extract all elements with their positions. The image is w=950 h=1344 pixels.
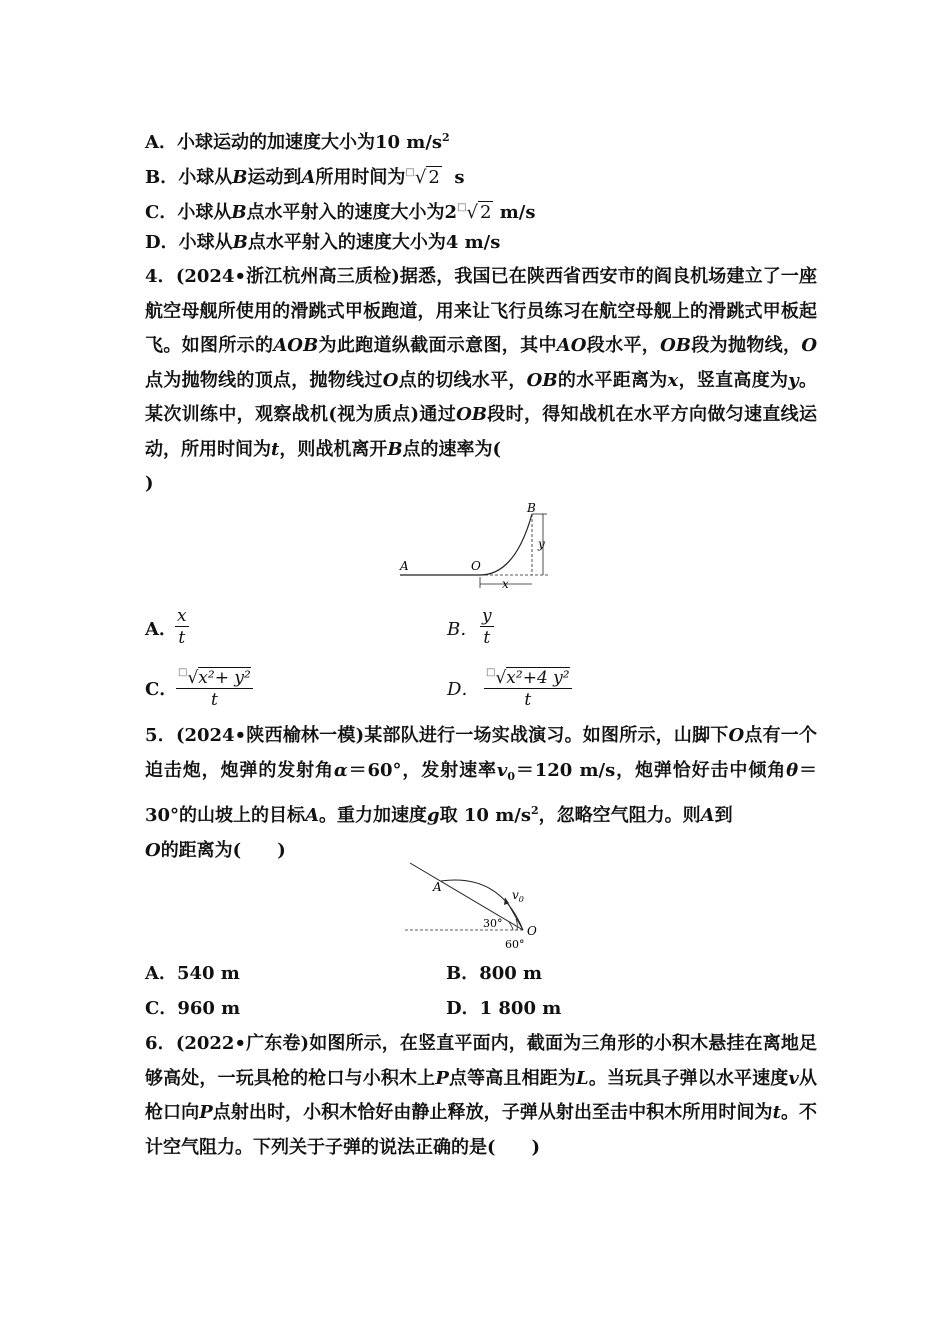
q5-option-d: D．1 800 m: [446, 998, 562, 1019]
q3-option-a: A．小球运动的加速度大小为10 $m/s^2$: [145, 131, 450, 153]
q3-option-c: C．小球从B点水平射入的速度大小为2□√ 2 m/s: [145, 202, 536, 223]
q3-option-b: B．小球从B运动到A所用时间为□√ 2 s: [145, 167, 465, 188]
q4-option-d-fraction: $\frac{^□√x^2+4 y^2}{t}$: [484, 663, 572, 711]
q5-option-a: A．540 m: [145, 963, 240, 984]
q4-option-b-label: B．: [447, 619, 479, 640]
q4-option-a-fraction: $\frac{x}{t}$: [177, 606, 187, 648]
q5-option-c: C．960 m: [145, 998, 241, 1019]
q5-stem: 5．(2024•陕西榆林一模)某部队进行一场实战演习。如图所示，山脚下O点有一个迫击炮，炮弹的发射角α＝60°，发射速率$v_0=120$ m/s，炮弹恰好击中倾角θ＝30°的山坡上的目标A。重力加速度g取 10 $m/s^2$，忽略空气阻力。则A到 O的距离为( ): [145, 725, 818, 861]
q4-figure: [395, 500, 560, 595]
label-60deg: 60°: [505, 938, 525, 951]
label-o: O: [527, 924, 537, 938]
label-o: O: [471, 559, 481, 573]
label-v: $v_0$: [512, 888, 524, 904]
q5-option-b: B．800 m: [446, 963, 543, 984]
q4-option-c-fraction: $\frac{^□√x^2+ y^2}{t}$: [176, 663, 253, 711]
label-x: x: [502, 577, 509, 591]
label-a: A: [433, 880, 442, 894]
q3-option-d: D．小球从B点水平射入的速度大小为4 m/s: [145, 232, 501, 253]
q5-figure: [405, 858, 545, 956]
label-a: A: [400, 559, 409, 573]
slope-line: [410, 863, 523, 930]
q4-option-a-label: A．: [145, 619, 177, 640]
q6-stem: 6．(2022•广东卷)如图所示，在竖直平面内，截面为三角形的小积木悬挂在离地足够高处，一玩具枪的枪口与小积木上P点等高且相距为L。当玩具子弹以水平速度v从枪口向P点射出时，小积木恰好由静止释放，子弹从射出至击中积木所用时间为t。不计空气阻力。下列关于子弹的说法正确的是( ): [145, 1033, 818, 1158]
angle-arc-60: [516, 919, 517, 930]
parabola-ob: [480, 514, 532, 575]
label-y: y: [538, 537, 545, 551]
q4-option-b-fraction: $\frac{y}{t}$: [482, 606, 492, 648]
q4-stem: 4．(2024•浙江杭州高三质检)据悉，我国已在陕西省西安市的阎良机场建立了一座航空母舰所使用的滑跳式甲板跑道，用来让飞行员练习在航空母舰上的滑跳式甲板起飞。如图所示的AOB为此跑道纵截面示意图，其中AO段水平，OB段为抛物线，O点为抛物线的顶点，抛物线过O点的切线水平，OB的水平距离为x，竖直高度为y。某次训练中，观察战机(视为质点)通过OB段时，得知战机在水平方向做匀速直线运动，所用时间为t，则战机离开B点的速率为( ): [145, 266, 818, 494]
q4-option-c-label: C．: [145, 679, 178, 700]
q4-option-d-label: D．: [447, 679, 480, 700]
label-30deg: 30°: [483, 917, 503, 930]
label-b: B: [527, 501, 536, 515]
